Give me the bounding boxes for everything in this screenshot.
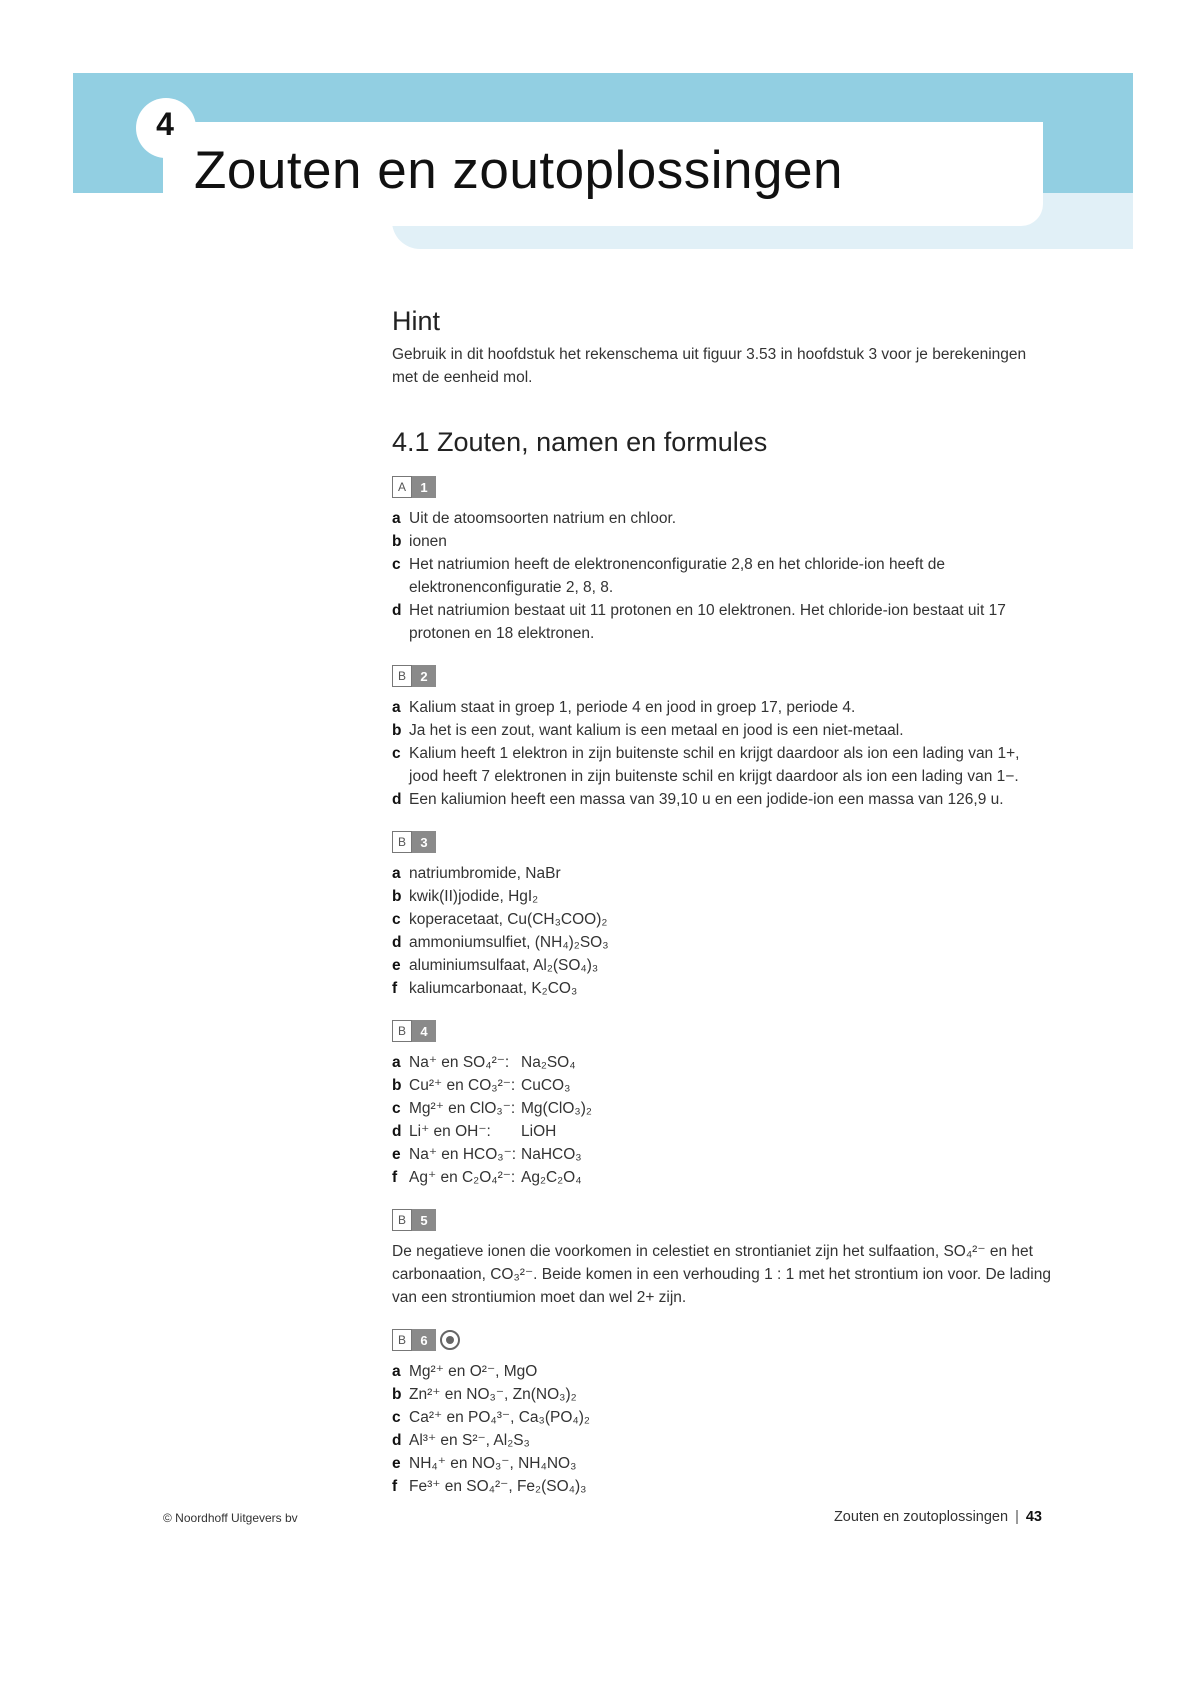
compound-name: kwik(II)jodide,	[409, 888, 509, 905]
exercise-number: 6	[412, 1329, 436, 1351]
answer-item	[392, 954, 1052, 977]
answer-item	[392, 885, 1052, 908]
hint-heading: Hint	[392, 306, 441, 336]
answer-text: Het natriumion bestaat uit 11 protonen en 10 elektronen. Het chloride-ion bestaat uit 17 protonen en 18 elektronen.	[409, 602, 1006, 642]
exercise-number: 4	[412, 1020, 436, 1042]
compound-formula: Cu(CH₃COO)₂	[507, 911, 608, 928]
answer-item	[392, 1475, 1052, 1498]
exercise-header	[392, 829, 1052, 855]
answer-text: Kalium staat in groep 1, periode 4 en jood in groep 17, periode 4.	[409, 699, 856, 716]
answer-item	[392, 977, 1052, 1000]
answer-text: Ja het is een zout, want kalium is een metaal en jood is een niet-metaal.	[409, 722, 904, 739]
answer-letter: a	[392, 510, 401, 527]
exercise-level: B	[392, 1329, 412, 1351]
answer-item	[392, 696, 1052, 719]
answer-text: Het natriumion heeft de elektronenconfiguratie 2,8 en het chloride-ion heeft de elektronenconfiguratie 2, 8, 8.	[409, 556, 945, 596]
compound-formula: K₂CO₃	[531, 980, 578, 997]
compound-name: natriumbromide,	[409, 865, 526, 882]
answer-item	[392, 553, 1052, 599]
answer-letter: d	[392, 934, 402, 951]
footer-copyright: © Noordhoff Uitgevers bv	[163, 1511, 298, 1525]
answer-letter: a	[392, 1054, 401, 1071]
footer-running-head	[834, 1509, 1042, 1525]
section-heading: 4.1 Zouten, namen en formules	[392, 427, 768, 457]
chapter-title: Zouten en zoutoplossingen	[194, 141, 843, 200]
salt-formula: Ag₂C₂O₄	[521, 1169, 582, 1186]
answer-letter: a	[392, 865, 401, 882]
answer-letter: b	[392, 888, 402, 905]
answer-letter: d	[392, 791, 402, 808]
chapter-number: 4	[156, 106, 174, 142]
answer-item	[392, 1097, 1052, 1120]
answer-letter: e	[392, 1146, 401, 1163]
compound-formula: HgI₂	[508, 888, 539, 905]
answer-item	[392, 1051, 1052, 1074]
ion-pair: Li⁺ en OH⁻:	[409, 1123, 491, 1140]
answer-text: Fe³⁺ en SO₄²⁻, Fe₂(SO₄)₃	[409, 1478, 587, 1495]
answer-letter: c	[392, 1100, 401, 1117]
answer-item	[392, 1166, 1052, 1189]
page-number: 43	[1025, 1509, 1042, 1525]
ion-pair: Na⁺ en SO₄²⁻:	[409, 1054, 510, 1071]
answer-item	[392, 742, 1052, 788]
exercise-header	[392, 474, 1052, 500]
ion-pair: Mg²⁺ en ClO₃⁻:	[409, 1100, 516, 1117]
answer-letter: f	[392, 980, 398, 997]
answer-item	[392, 507, 1052, 530]
answer-letter: f	[392, 1169, 398, 1186]
answer-text: NH₄⁺ en NO₃⁻, NH₄NO₃	[409, 1455, 577, 1472]
compound-formula: Al₂(SO₄)₃	[533, 957, 599, 974]
salt-formula: Na₂SO₄	[521, 1054, 576, 1071]
answer-text: Kalium heeft 1 elektron in zijn buitenste schil en krijgt daardoor als ion een lading van 1+, jood heeft 7 elektronen in zijn buitenste schil en krijgt daardoor als ion een lading van 1−.	[409, 745, 1020, 785]
answer-text: Uit de atoomsoorten natrium en chloor.	[409, 510, 677, 527]
answer-text: ionen	[409, 533, 447, 550]
answer-letter: b	[392, 533, 402, 550]
content-column	[392, 300, 1052, 1498]
answer-item	[392, 599, 1052, 645]
salt-formula: LiOH	[521, 1123, 557, 1140]
answer-text: Een kaliumion heeft een massa van 39,10 u en een jodide-ion een massa van 126,9 u.	[409, 791, 1004, 808]
salt-formula: NaHCO₃	[521, 1146, 582, 1163]
exercise-level: B	[392, 665, 412, 687]
exercise-level: B	[392, 1209, 412, 1231]
answer-letter: c	[392, 745, 401, 762]
answer-item	[392, 931, 1052, 954]
salt-formula: Mg(ClO₃)₂	[521, 1100, 592, 1117]
answer-item	[392, 1074, 1052, 1097]
footer-title: Zouten en zoutoplossingen	[833, 1509, 1009, 1525]
answer-item	[392, 1452, 1052, 1475]
answer-letter: d	[392, 1432, 402, 1449]
answer-text: Mg²⁺ en O²⁻, MgO	[409, 1363, 538, 1380]
exercise-level: A	[392, 476, 412, 498]
answer-text: Al³⁺ en S²⁻, Al₂S₃	[409, 1432, 530, 1449]
hint-text: Gebruik in dit hoofdstuk het rekenschema uit figuur 3.53 in hoofdstuk 3 voor je berekeningen met de eenheid mol.	[392, 346, 1027, 386]
answer-item	[392, 719, 1052, 742]
answer-letter: c	[392, 556, 401, 573]
exercise-1	[392, 474, 1052, 645]
answer-item	[392, 1360, 1052, 1383]
answer-item	[392, 1120, 1052, 1143]
compound-name: aluminiumsulfaat,	[409, 957, 534, 974]
answer-letter: b	[392, 722, 402, 739]
answer-item	[392, 1143, 1052, 1166]
compound-name: kaliumcarbonaat,	[409, 980, 532, 997]
exercise-4	[392, 1018, 1052, 1189]
answer-letter: c	[392, 1409, 401, 1426]
exercise-6	[392, 1327, 1052, 1498]
exercise-number: 5	[412, 1209, 436, 1231]
exercise-number: 3	[412, 831, 436, 853]
answer-letter: a	[392, 699, 401, 716]
answer-letter: b	[392, 1386, 402, 1403]
exercise-number: 2	[412, 665, 436, 687]
answer-text: Zn²⁺ en NO₃⁻, Zn(NO₃)₂	[409, 1386, 577, 1403]
answer-letter: e	[392, 1455, 401, 1472]
answer-item	[392, 862, 1052, 885]
answer-letter: d	[392, 1123, 402, 1140]
ion-pair: Ag⁺ en C₂O₄²⁻:	[409, 1169, 516, 1186]
exercise-header	[392, 1018, 1052, 1044]
exercise-level: B	[392, 1020, 412, 1042]
exercise-level: B	[392, 831, 412, 853]
compound-formula: NaBr	[525, 865, 561, 882]
ion-pair: Na⁺ en HCO₃⁻:	[409, 1146, 517, 1163]
answer-item	[392, 1383, 1052, 1406]
answer-letter: f	[392, 1478, 398, 1495]
salt-formula: CuCO₃	[521, 1077, 571, 1094]
exercise-number: 1	[412, 476, 436, 498]
answer-letter: a	[392, 1363, 401, 1380]
exercise-5	[392, 1207, 1052, 1309]
answer-letter: e	[392, 957, 401, 974]
answer-item	[392, 530, 1052, 553]
answer-item	[392, 788, 1052, 811]
footer-separator: |	[1015, 1509, 1019, 1525]
answer-letter: b	[392, 1077, 402, 1094]
exercise-3	[392, 829, 1052, 1000]
compound-name: ammoniumsulfiet,	[409, 934, 535, 951]
answer-letter: c	[392, 911, 401, 928]
target-icon	[440, 1330, 460, 1350]
answer-text: Ca²⁺ en PO₄³⁻, Ca₃(PO₄)₂	[409, 1409, 590, 1426]
compound-name: koperacetaat,	[409, 911, 508, 928]
exercise-header	[392, 1207, 1052, 1233]
exercise-2	[392, 663, 1052, 811]
ion-pair: Cu²⁺ en CO₃²⁻:	[409, 1077, 516, 1094]
compound-formula: (NH₄)₂SO₃	[534, 934, 609, 951]
answer-item	[392, 908, 1052, 931]
answer-item	[392, 1429, 1052, 1452]
answer-letter: d	[392, 602, 402, 619]
answer-paragraph: De negatieve ionen die voorkomen in celestiet en strontianiet zijn het sulfaation, SO₄²⁻ en het carbonaation, CO₃²⁻. Beide komen in een verhouding 1 : 1 met het strontium ion voor. De lading van een strontiumion moet dan wel 2+ zijn.	[392, 1243, 1051, 1306]
answer-item	[392, 1406, 1052, 1429]
exercise-header	[392, 663, 1052, 689]
exercise-header	[392, 1327, 1052, 1353]
